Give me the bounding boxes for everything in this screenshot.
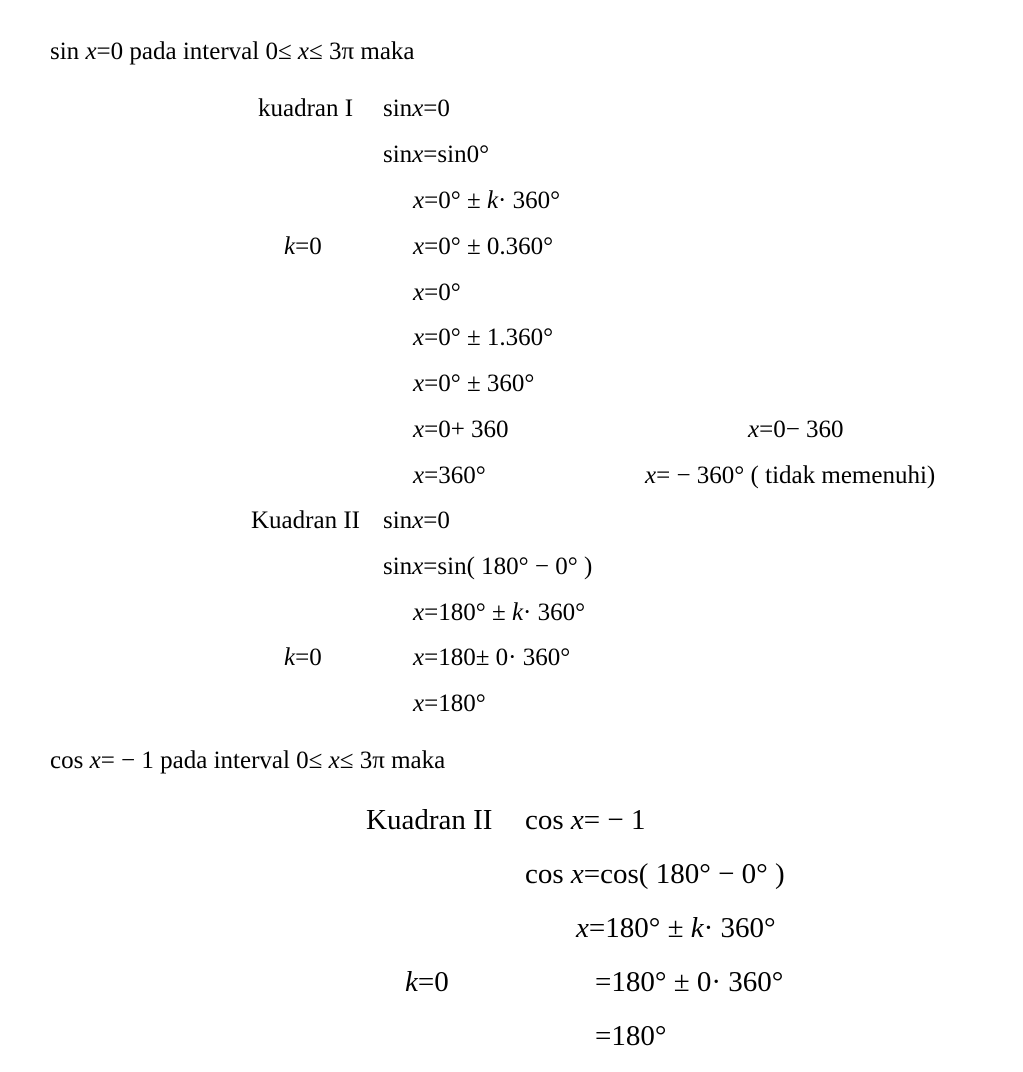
equation-line: x=180° ± k· 360° [576, 912, 776, 944]
equation-line: x=180° ± k· 360° [413, 599, 586, 626]
equation-line: x=0+ 360 [413, 416, 509, 443]
equation-line: x=180± 0· 360° [413, 644, 571, 671]
equation-line: x=0° ± 1.360° [413, 324, 554, 351]
quadrant-2-label: Kuadran II [251, 507, 360, 534]
equation-line: x=180° [413, 690, 486, 717]
k-value-label: k=0 [284, 644, 322, 671]
equation-line: x=0° ± k· 360° [413, 187, 561, 214]
quadrant-1-label: kuadran I [258, 95, 354, 122]
equation-line: x=360° [413, 462, 486, 489]
equation-line: =180° ± 0· 360° [595, 966, 784, 998]
equation-line: sinx=sin( 180° − 0° ) [383, 553, 593, 580]
cos-intro-line: cos x= − 1 pada interval 0≤ x≤ 3π maka [50, 747, 446, 774]
equation-line: x=0° ± 0.360° [413, 233, 554, 260]
equation-line: sinx=0 [383, 507, 450, 534]
equation-line: x=0° [413, 279, 461, 306]
k-value-label: k=0 [284, 233, 322, 260]
equation-line-right: x=0− 360 [748, 416, 844, 443]
equation-line: =180° [595, 1020, 667, 1052]
sin-intro-line: sin x=0 pada interval 0≤ x≤ 3π maka [50, 38, 415, 65]
equation-line-right: x= − 360° ( tidak memenuhi) [645, 462, 936, 489]
equation-line: x=0° ± 360° [413, 370, 535, 397]
equation-line: sinx=0 [383, 95, 450, 122]
equation-line: cos x= − 1 [525, 804, 646, 836]
equation-line: sinx=sin0° [383, 141, 490, 168]
quadrant-2-label: Kuadran II [366, 804, 493, 836]
k-value-label: k=0 [405, 966, 449, 998]
equation-line: cos x=cos( 180° − 0° ) [525, 858, 785, 890]
